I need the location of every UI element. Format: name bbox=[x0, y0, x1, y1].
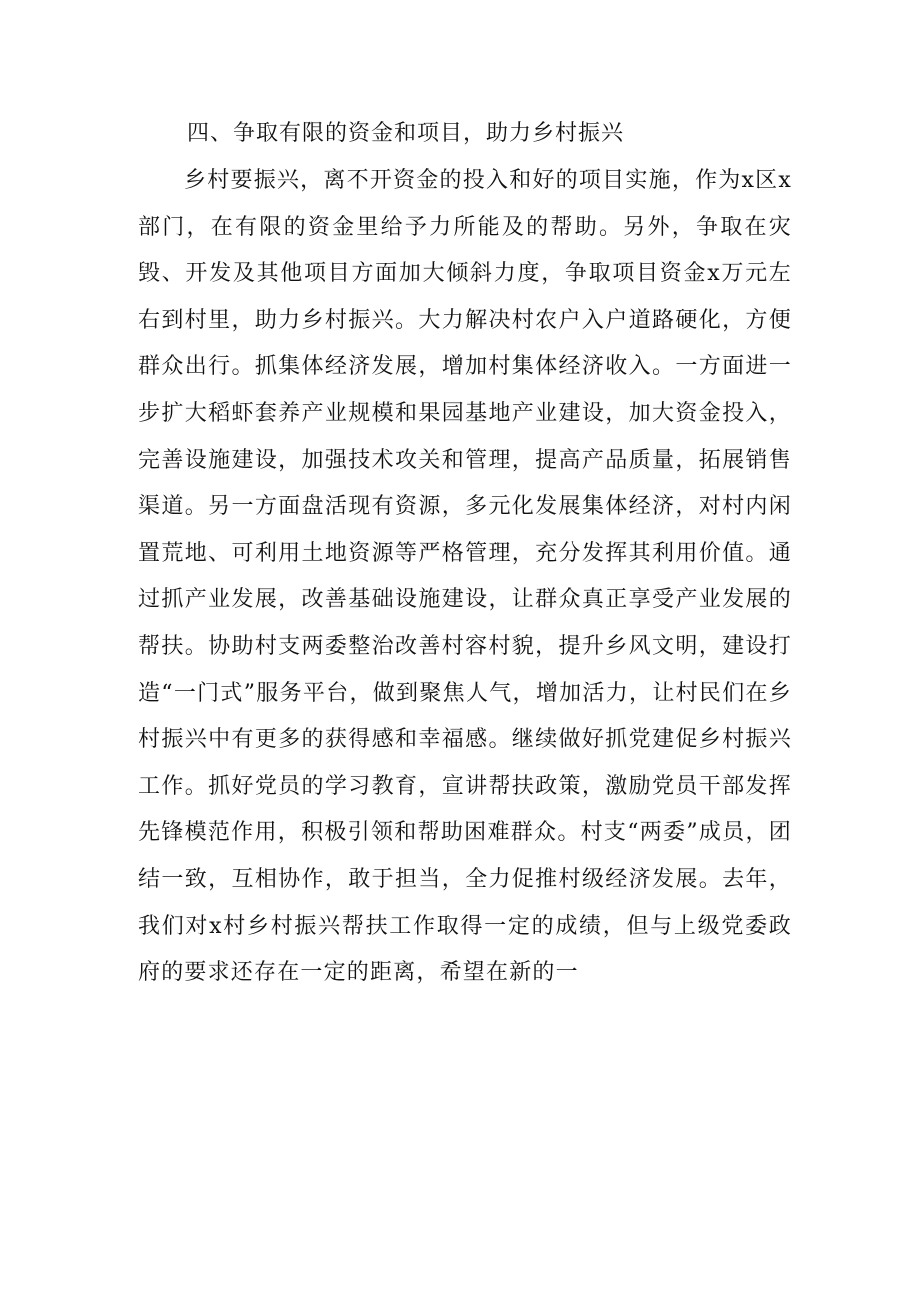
section-heading: 四、争取有限的资金和项目，助力乡村振兴 bbox=[187, 121, 625, 146]
body-paragraph: 乡村要振兴，离不开资金的投入和好的项目实施，作为x区x部门，在有限的资金里给予力所能及的帮助。另外，争取在灾毁、开发及其他项目方面加大倾斜力度，争取项目资金x万元左右到村里，助力乡村振兴。大力解决村农户入户道路硬化，方便群众出行。抓集体经济发展，增加村集体经济收入。一方面进一步扩大稻虾套养产业规模和果园基地产业建设，加大资金投入，完善设施建设，加强技术攻关和管理，提高产品质量，拓展销售渠道。另一方面盘活现有资源，多元化发展集体经济，对村内闲置荒地、可利用土地资源等严格管理，充分发挥其利用价值。通过抓产业发展，改善基础设施建设，让群众真正享受产业发展的帮扶。协助村支两委整治改善村容村貌，提升乡风文明，建设打造“一门式”服务平台，做到聚焦人气，增加活力，让村民们在乡村振兴中有更多的获得感和幸福感。继续做好抓党建促乡村振兴工作。抓好党员的学习教育，宣讲帮扶政策，激励党员干部发挥先锋模范作用，积极引领和帮助困难群众。村支“两委”成员，团结一致，互相协作，敢于担当，全力促推村级经济发展。去年，我们对x村乡村振兴帮扶工作取得一定的成绩，但与上级党委政府的要求还存在一定的距离，希望在新的一 bbox=[138, 168, 792, 986]
